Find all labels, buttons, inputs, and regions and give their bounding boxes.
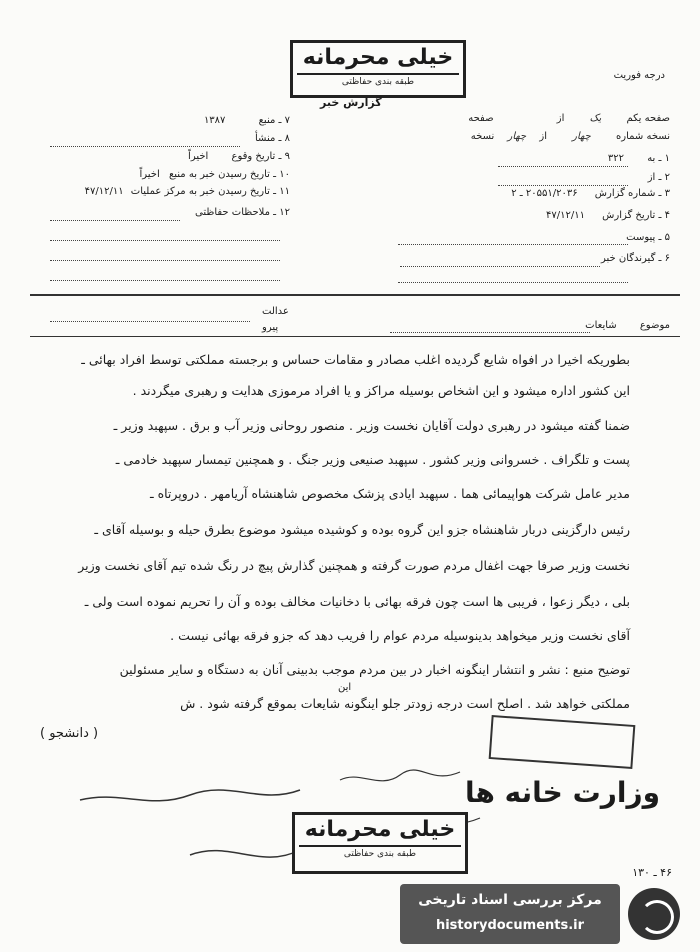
- ministry-label: وزارت خانه ها: [465, 776, 660, 809]
- priority-label: درجه فوریت: [613, 70, 665, 81]
- field-9: ۹ ـ تاریخ وقوع اخیراً: [188, 151, 290, 162]
- stamp-bottom-caption: طبقه بندی حفاظتی: [343, 849, 417, 859]
- body-line-7: نخست وزیر صرفا جهت اغفال مردم صورت گرفته و همچنین گذارش پیچ در رنگ شده تیم آقای نخست وزیر: [78, 558, 630, 573]
- stamp-bottom-label: خیلی محرمانه: [299, 815, 461, 847]
- header-divider: [30, 294, 680, 296]
- copy-total: چهار: [507, 131, 527, 142]
- subject-divider: [30, 336, 680, 337]
- field-4: ۴ ـ تاریخ گزارش ۴۷/۱۲/۱۱: [546, 210, 670, 221]
- archive-name: مرکز بررسی اسناد تاریخی: [418, 892, 602, 908]
- archive-logo-icon: [628, 888, 680, 940]
- classification-stamp-top: [290, 40, 466, 98]
- body-line-8: بلی ، دیگر زعوا ، فریبی ها است چون فرقه بهائی با دخانیات مخالف بوده و آن را تحریم نموده است ولی ـ: [84, 594, 630, 609]
- copy-label: نسخه شماره: [616, 131, 670, 142]
- field-6: ۶ ـ گیرندگان خبر: [600, 253, 670, 264]
- body-line-2: این کشور اداره میشود و این اشخاص بوسیله مراکز و یا افراد مرموزی هدایت و رهبری میگردند .: [132, 383, 630, 398]
- stamp-top-label: خیلی محرمانه: [297, 43, 459, 75]
- body-line-9: آقای نخست وزیر میخواهد بدینوسیله مردم عوام را فریب دهد که جزو فرقه بهائی نیست .: [170, 628, 630, 643]
- field-7: ۷ ـ منبع ۱۳۸۷: [203, 115, 290, 126]
- field-2: ۲ ـ از: [647, 172, 670, 183]
- report-title: گزارش خبر: [320, 96, 382, 109]
- body-line-3: ضمنا گفته میشود در رهبری دولت آقایان نخست وزیر . منصور روحانی وزیر آب و برق . سپهبد وزیر ـ: [113, 418, 630, 433]
- source-comment-1: توضیح منبع : نشر و انتشار اینگونه اخبار در بین مردم موجب بدبینی آنان به دستگاه و سایر مسئولین: [119, 662, 630, 677]
- comment-insert: این: [338, 682, 352, 693]
- document-page: خیلی محرمانه طبقه بندی حفاظتی درجه فوریت گزارش خبر صفحه یکم یک از صفحه نسخه شماره چهار از چهار نسخه ۱ ـ به ۳۲۲ ۲ ـ از ۳ ـ شماره گزارش ۲۰۵۵۱/۲۰۳۶ ـ ۲ ۴ ـ تاریخ گزارش ۴۷/۱۲/۱۱ ۵ ـ پیوست ۶ ـ گیرندگان خبر ۷ ـ منبع ۱۳۸۷ ۸ ـ منشأ ۹ ـ تاریخ وقوع اخیراً ۱۰ ـ تاریخ رسیدن خبر به منبع اخیراً ۱۱ ـ تاریخ رسیدن خبر به مرکز عملیات ۴۷/۱۲/۱۱ ۱۲ ـ ملاحظات حفاظتی موضوع شایعات عدالت پیرو بطوریکه اخیرا در افواه شایع گردیده اغلب مصادر و مقامات حساس و برجسته مملکتی توسط افراد بهائی ـ این کشور اداره میشود و این اشخاص بوسیله مراکز و یا افراد مرموزی هدایت و رهبری میگردند . ضمنا گفته میشود در رهبری دولت آقایان نخست وزیر . منصور روحانی وزیر آب و برق . سپهبد وزیر ـ پست و تلگراف . خسروانی وزیر کشور . سپهبد صنیعی وزیر جنگ . و همچنین تیمسار سپهبد خادمی ـ مدیر عامل شرکت هواپیمائی هما . سپهبد ایادی پزشک مخصوص شاهنشاه آریامهر . دروپرتاه ـ رئیس دارگزینی دربار شاهنشاه جزو این گروه بوده و کوشیده میشود موضوع بطرق حیله و بوسیله آقای ـ نخست وزیر صرفا جهت اغفال مردم صورت گرفته و همچنین گذارش پیچ در رنگ شده تیم آقای نخست وزیر بلی ، دیگر زعوا ، فریبی ها است چون فرقه بهائی با دخانیات مخالف بوده و آن را تحریم نموده است ولی ـ آقای نخست وزیر میخواهد بدینوسیله مردم عوام را فریب دهد که جزو فرقه بهائی نیست . توضیح منبع : نشر و انتشار اینگونه اخبار در بین مردم موجب بدبینی آنان به دستگاه و سایر مسئولین این مملکتی خواهد شد . اصلح است درجه زودتر جلو اینگونه شایعات بموقع گرفته شود . ش ( دانشجو ) وزارت خانه ها خیلی محرمانه طبقه بندی حفاظتی ۴۶ ـ ۱۳۰ مرکز بررسی اسناد تاریخی historydocuments.ir: [0, 0, 700, 952]
- subject: [585, 320, 670, 331]
- body-line-5: مدیر عامل شرکت هواپیمائی هما . سپهبد ایادی پزشک مخصوص شاهنشاه آریامهر . دروپرتاه ـ: [149, 486, 630, 501]
- stamp-top-caption: طبقه بندی حفاظتی: [341, 77, 415, 87]
- source-comment-2: مملکتی خواهد شد . اصلح است درجه زودتر جلو اینگونه شایعات بموقع گرفته شود . ش: [180, 696, 630, 711]
- field-12: ۱۲ ـ ملاحظات حفاظتی: [195, 207, 290, 218]
- signature: ( دانشجو ): [40, 726, 99, 741]
- archive-watermark: [0, 874, 700, 952]
- field-8: ۸ ـ منشأ: [254, 133, 290, 144]
- field-3: ۳ ـ شماره گزارش ۲۰۵۵۱/۲۰۳۶ ـ ۲: [511, 188, 670, 199]
- page-value: یک: [589, 113, 602, 124]
- body-line-1: بطوریکه اخیرا در افواه شایع گردیده اغلب مصادر و مقامات حساس و برجسته مملکتی توسط افراد بهائی ـ: [81, 352, 630, 367]
- classification-stamp-bottom: [292, 812, 468, 874]
- field-5: ۵ ـ پیوست: [626, 232, 670, 243]
- body-line-4: پست و تلگراف . خسروانی وزیر کشور . سپهبد صنیعی وزیر جنگ . و همچنین تیمسار سپهبد خادمی ـ: [115, 452, 630, 467]
- subject-label: موضوع: [639, 320, 670, 331]
- archive-url: historydocuments.ir: [435, 918, 585, 933]
- evaluation-2: پیرو: [262, 322, 279, 333]
- subject-value: شایعات: [585, 320, 617, 331]
- evaluation-1: عدالت: [262, 306, 289, 317]
- page-label: صفحه یکم: [626, 113, 670, 124]
- document-number: ۴۶ ـ ۱۳۰: [632, 866, 672, 879]
- field-1: ۱ ـ به ۳۲۲: [607, 153, 670, 164]
- field-10: ۱۰ ـ تاریخ رسیدن خبر به منبع اخیراً: [139, 169, 290, 180]
- field-11: ۱۱ ـ تاریخ رسیدن خبر به مرکز عملیات ۴۷/۱۲/۱۱: [84, 186, 290, 197]
- body-line-6: رئیس دارگزینی دربار شاهنشاه جزو این گروه بوده و کوشیده میشود موضوع بطرق حیله و بوسیله آقای ـ: [94, 522, 630, 537]
